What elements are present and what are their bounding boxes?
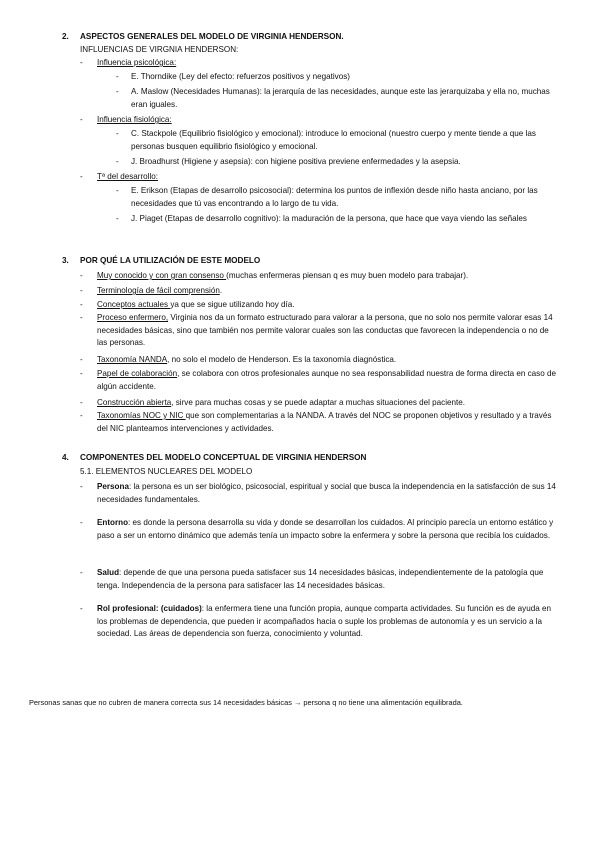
group-fisiologica: - Influencia fisiológica: [80, 115, 172, 124]
list-item: - Proceso enfermero, Virginia nos da un formato estructurado para valorar a la persona, que no solo nos permite valorar esas 14 necesidades básicas, sino que también nos permite valorar cuales son las conductas que favorecen la independencia o no de las personas. [80, 313, 553, 348]
list-item: - Taxonomía NANDA, no solo el modelo de Henderson. Es la taxonomía diagnóstica. [80, 355, 397, 364]
list-item: - Rol profesional: (cuidados): la enfermera tiene una función propia, aunque comparta actividades. Su función es de ayuda en los problemas de dependencia, que pueden ir acompañados hacia o suple los problemas de autonomía y es un servicio a la sociedad. Las áreas de dependencia son fuerza, conocimiento y voluntad. [80, 604, 551, 639]
footer-note: Personas sanas que no cubren de manera correcta sus 14 necesidades básicas → persona q no tiene una alimentación equilibrada. [29, 698, 463, 707]
section-2-subtitle: INFLUENCIAS DE VIRGNIA HENDERSON: [80, 45, 239, 54]
list-item: - Salud: depende de que una persona pueda satisfacer sus 14 necesidades básicas, independientemente de la patología que tenga. Independencia de la persona para satisfacer las 14 necesidades básicas. [80, 568, 544, 590]
list-item: - E. Thorndike (Ley del efecto: refuerzos positivos y negativos) [116, 72, 350, 81]
list-item: - E. Erikson (Etapas de desarrollo psicosocial): determina los puntos de inflexión desde niño hasta anciano, por las necesidades que tú vas encontrando a lo largo de tu vida. [116, 186, 538, 208]
group-desarrollo: - Tª del desarrollo: [80, 172, 159, 181]
list-item: - Persona: la persona es un ser biológico, psicosocial, espiritual y social que busca la independencia en la satisfacción de sus 14 necesidades fundamentales. [80, 482, 556, 504]
list-item: - Terminología de fácil comprensión. [80, 286, 223, 295]
section-2-heading: 2. ASPECTOS GENERALES DEL MODELO DE VIRGINIA HENDERSON. [62, 32, 344, 41]
section-3-heading: 3. POR QUÉ LA UTILIZACIÓN DE ESTE MODELO [62, 256, 261, 265]
list-item: - J. Broadhurst (Higiene y asepsia): con higiene positiva previene enfermedades y la asepsia. [116, 157, 461, 166]
list-item: - Construcción abierta, sirve para muchas cosas y se puede adaptar a muchas situaciones del paciente. [80, 398, 466, 407]
list-item: - C. Stackpole (Equilibrio fisiológico y emocional): introduce lo emocional (nuestro cuerpo y mente tiende a que las personas busquen equilibrio fisiológico y emocional. [116, 129, 536, 151]
group-psicologica: - Influencia psicológica: [80, 58, 177, 67]
list-item: - Papel de colaboración, se colabora con otros profesionales aunque no sea responsabilidad nuestra de forma directa en caso de algún accidente. [80, 369, 556, 391]
list-item: - Entorno: es donde la persona desarrolla su vida y donde se desarrollan los cuidados. Al principio parecía un entorno estático y paso a ser un entorno dinámico que además tenía un impacto sobre la enfermera y sobre la persona que recibía los cuidados. [80, 518, 554, 540]
list-item: - A. Maslow (Necesidades Humanas): la jerarquía de las necesidades, aunque este las jerarquizaba y ella no, muchas eran iguales. [116, 87, 550, 109]
section-4-subtitle: 5.1. ELEMENTOS NUCLEARES DEL MODELO [80, 467, 253, 476]
section-4-heading: 4. COMPONENTES DEL MODELO CONCEPTUAL DE VIRGINIA HENDERSON [62, 453, 367, 462]
list-item: - J. Piaget (Etapas de desarrollo cognitivo): la maduración de la persona, que hace que vaya viendo las señales [116, 214, 527, 223]
list-item: - Taxonomías NOC y NIC que son complementarias a la NANDA. A través del NOC se proponen objetivos y resultado y a través del NIC planteamos intervenciones y actividades. [80, 411, 552, 433]
list-item: - Conceptos actuales ya que se sigue utilizando hoy día. [80, 300, 295, 309]
list-item: - Muy conocido y con gran consenso (muchas enfermeras piensan q es muy buen modelo para trabajar). [80, 271, 469, 280]
